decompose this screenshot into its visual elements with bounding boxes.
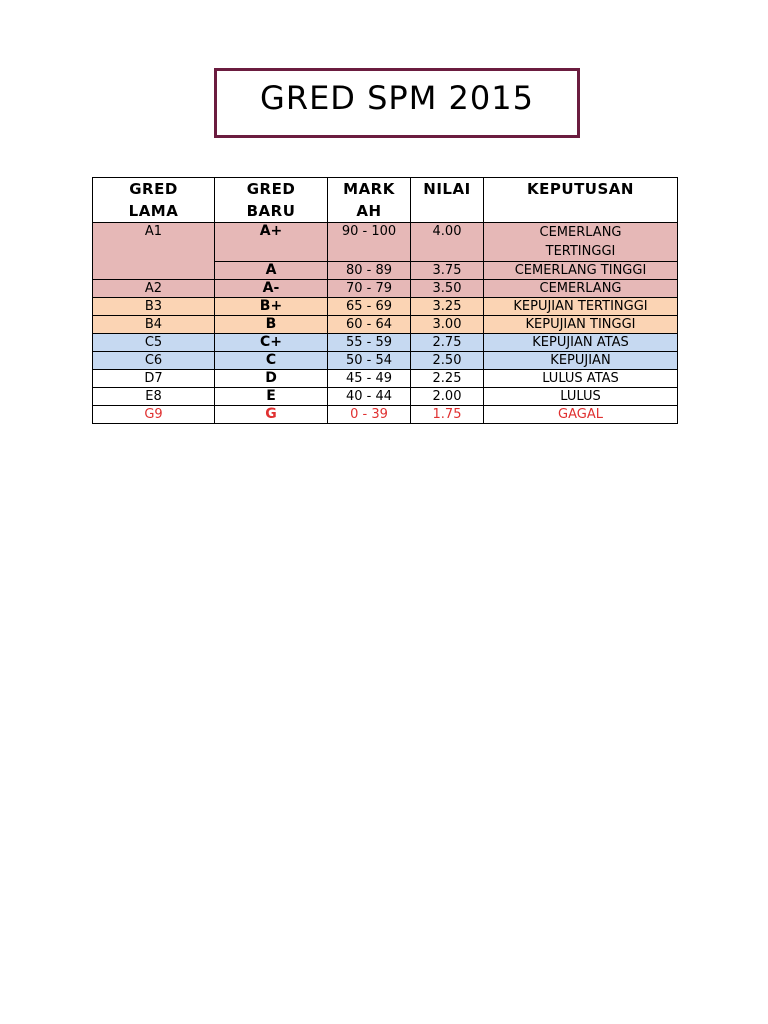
cell-keputusan: KEPUJIAN TINGGI [484, 316, 678, 334]
cell-markah: 50 - 54 [328, 352, 411, 370]
cell-nilai: 4.00 [411, 223, 484, 262]
cell-gred-lama: B3 [93, 298, 215, 316]
cell-markah: 60 - 64 [328, 316, 411, 334]
table-row [93, 406, 678, 424]
cell-gred-lama: A2 [93, 280, 215, 298]
cell-keputusan: KEPUJIAN TERTINGGI [484, 298, 678, 316]
cell-markah: 55 - 59 [328, 334, 411, 352]
cell-gred-lama: E8 [93, 388, 215, 406]
cell-gred-baru: G [215, 406, 328, 424]
cell-markah: 90 - 100 [328, 223, 411, 262]
cell-nilai: 3.50 [411, 280, 484, 298]
cell-markah: 65 - 69 [328, 298, 411, 316]
table-row [93, 280, 678, 298]
cell-gred-baru: A+ [215, 223, 328, 262]
cell-gred-baru: A- [215, 280, 328, 298]
page-title: GRED SPM 2015 [260, 79, 534, 117]
cell-keputusan: KEPUJIAN [484, 352, 678, 370]
cell-gred-baru: B+ [215, 298, 328, 316]
cell-nilai: 2.25 [411, 370, 484, 388]
cell-keputusan: CEMERLANG [484, 280, 678, 298]
cell-gred-baru: D [215, 370, 328, 388]
cell-gred-lama: B4 [93, 316, 215, 334]
cell-gred-lama: A1 [93, 223, 215, 280]
cell-gred-lama: D7 [93, 370, 215, 388]
cell-keputusan: KEPUJIAN ATAS [484, 334, 678, 352]
cell-nilai: 3.00 [411, 316, 484, 334]
cell-nilai: 2.00 [411, 388, 484, 406]
cell-keputusan: CEMERLANG TINGGI [484, 262, 678, 280]
cell-markah: 0 - 39 [328, 406, 411, 424]
cell-nilai: 3.25 [411, 298, 484, 316]
header-nilai: NILAI [411, 178, 484, 223]
cell-gred-baru: C+ [215, 334, 328, 352]
cell-gred-baru: E [215, 388, 328, 406]
table-row [93, 223, 678, 262]
header-markah: MARK AH [328, 178, 411, 223]
table-header-row [93, 178, 678, 223]
table-row [93, 388, 678, 406]
header-gred-baru: GRED BARU [215, 178, 328, 223]
cell-gred-lama: G9 [93, 406, 215, 424]
cell-gred-baru: A [215, 262, 328, 280]
table-row [93, 370, 678, 388]
cell-keputusan: GAGAL [484, 406, 678, 424]
cell-gred-lama: C5 [93, 334, 215, 352]
header-keputusan: KEPUTUSAN [484, 178, 678, 223]
cell-keputusan: CEMERLANG TERTINGGI [484, 223, 678, 262]
cell-markah: 80 - 89 [328, 262, 411, 280]
cell-gred-baru: B [215, 316, 328, 334]
table-row [93, 316, 678, 334]
table-row [93, 334, 678, 352]
cell-nilai: 3.75 [411, 262, 484, 280]
cell-keputusan: LULUS [484, 388, 678, 406]
cell-markah: 40 - 44 [328, 388, 411, 406]
header-gred-lama: GRED LAMA [93, 178, 215, 223]
cell-markah: 45 - 49 [328, 370, 411, 388]
table-row [93, 298, 678, 316]
cell-nilai: 1.75 [411, 406, 484, 424]
cell-nilai: 2.50 [411, 352, 484, 370]
cell-gred-baru: C [215, 352, 328, 370]
title-box [214, 68, 580, 138]
table-row [93, 352, 678, 370]
grade-table [92, 177, 678, 424]
cell-nilai: 2.75 [411, 334, 484, 352]
cell-markah: 70 - 79 [328, 280, 411, 298]
cell-gred-lama: C6 [93, 352, 215, 370]
cell-keputusan: LULUS ATAS [484, 370, 678, 388]
